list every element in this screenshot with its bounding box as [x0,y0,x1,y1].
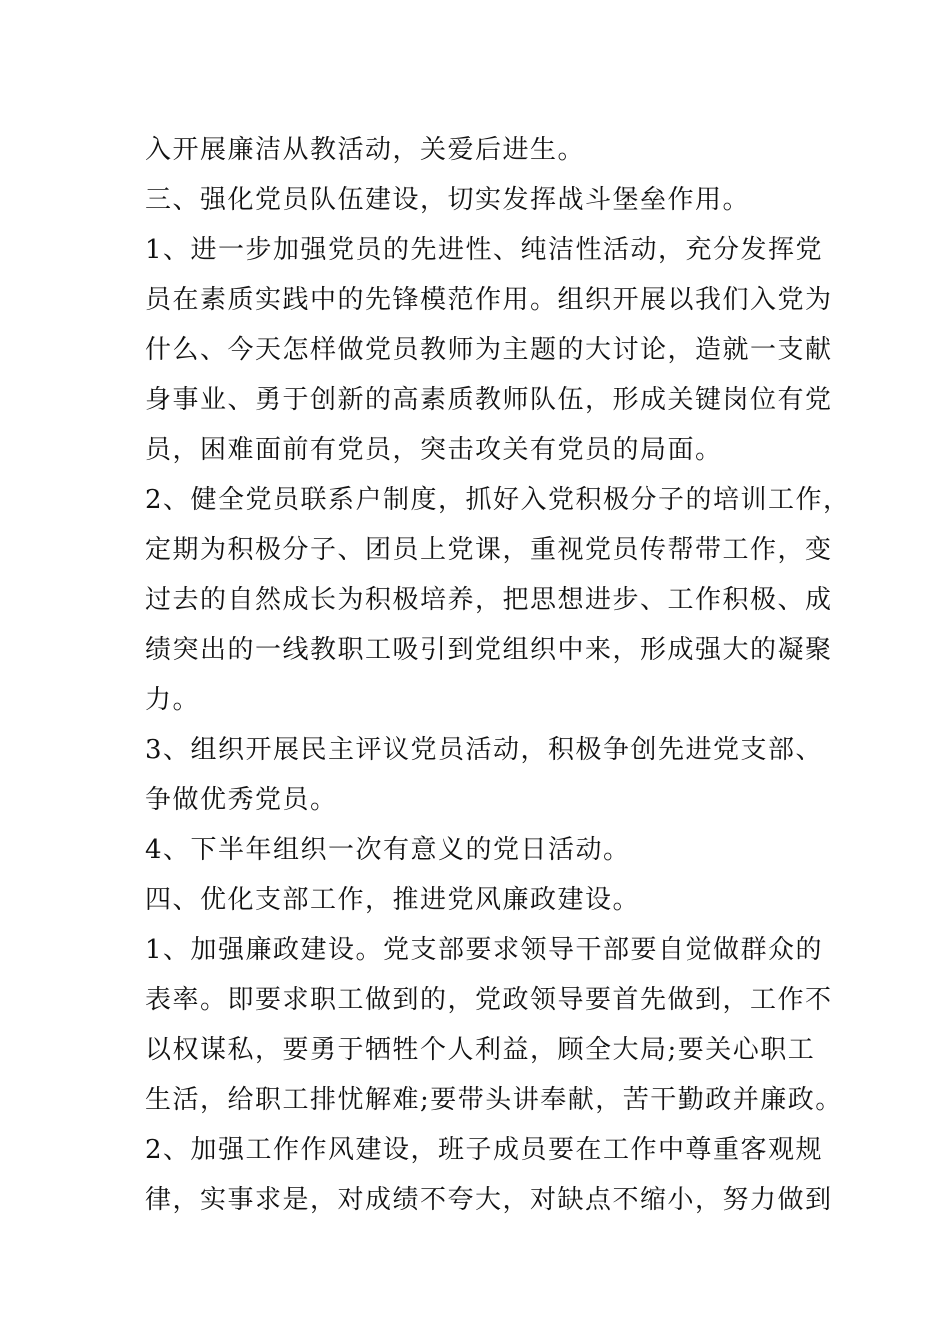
text-line: 员，困难面前有党员，突击攻关有党员的局面。 [145,435,723,465]
text-line: 力。 [145,685,201,715]
text-line: 3、组织开展民主评议党员活动，积极争创先进党支部、 [145,735,824,765]
text-line: 律，实事求是，对成绩不夸大，对缺点不缩小，努力做到 [145,1185,833,1215]
text-line: 2、健全党员联系户制度，抓好入党积极分子的培训工作， [145,485,851,515]
text-line: 1、加强廉政建设。党支部要求领导干部要自觉做群众的 [145,935,824,965]
text-line: 4、下半年组织一次有意义的党日活动。 [145,835,631,865]
text-line: 争做优秀党员。 [145,785,338,815]
text-line: 过去的自然成长为积极培养，把思想进步、工作积极、成 [145,585,833,615]
text-line: 什么、今天怎样做党员教师为主题的大讨论，造就一支献 [145,335,833,365]
text-line: 表率。即要求职工做到的，党政领导要首先做到，工作不 [145,985,833,1015]
text-line: 绩突出的一线教职工吸引到党组织中来，形成强大的凝聚 [145,635,833,665]
text-line: 1、进一步加强党员的先进性、纯洁性活动，充分发挥党 [145,235,824,265]
section-heading: 四、优化支部工作，推进党风廉政建设。 [145,885,641,915]
text-line: 2、加强工作作风建设，班子成员要在工作中尊重客观规 [145,1135,824,1165]
text-line: 入开展廉洁从教活动，关爱后进生。 [145,135,586,165]
section-heading: 三、强化党员队伍建设，切实发挥战斗堡垒作用。 [145,185,751,215]
text-line: 以权谋私，要勇于牺牲个人利益，顾全大局;要关心职工 [145,1035,816,1065]
text-line: 身事业、勇于创新的高素质教师队伍，形成关键岗位有党 [145,385,833,415]
text-line: 员在素质实践中的先锋模范作用。组织开展以我们入党为 [145,285,833,315]
text-line: 定期为积极分子、团员上党课，重视党员传帮带工作，变 [145,535,833,565]
text-line: 生活，给职工排忧解难;要带头讲奉献，苦干勤政并廉政。 [145,1085,843,1115]
